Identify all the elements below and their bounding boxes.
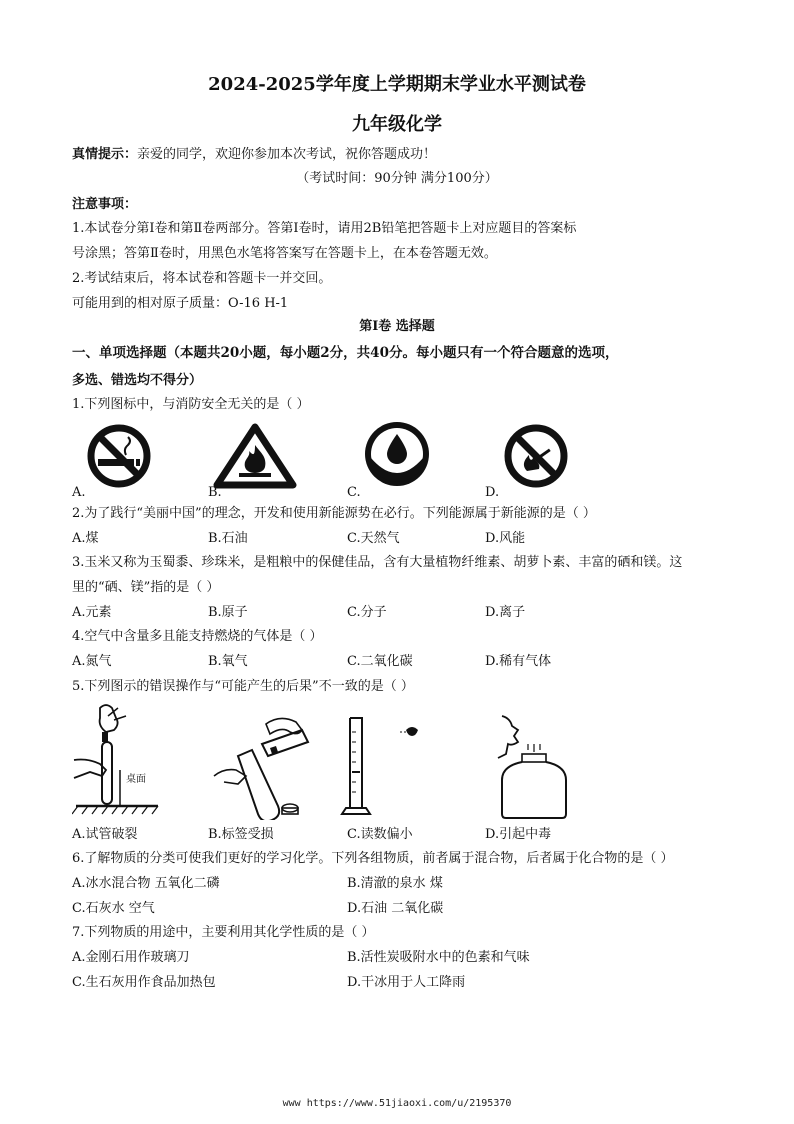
q1-option-d[interactable]: D.	[485, 485, 500, 500]
q4-option-d[interactable]: D.稀有气体	[485, 654, 552, 669]
no-fire-icon	[497, 423, 575, 489]
q3-option-b[interactable]: B.原子	[208, 605, 248, 620]
time-info: （考试时间：90分钟 满分100分）	[296, 171, 498, 186]
q4-stem: 4.空气中含量多且能支持燃烧的气体是（ ）	[72, 629, 323, 644]
q2-option-a[interactable]: A.煤	[72, 531, 99, 546]
q1-option-a[interactable]: A.	[72, 485, 86, 500]
q1-stem: 1.下列图标中，与消防安全无关的是（ ）	[72, 397, 310, 412]
q2-stem: 2.为了践行“美丽中国”的理念，开发和使用新能源势在必行。下列能源属于新能源的是（ ）	[72, 506, 596, 521]
exam-subtitle: 九年级化学	[352, 114, 442, 135]
pouring-liquid-illustration	[210, 714, 315, 820]
q7-option-d[interactable]: D.干冰用于人工降雨	[347, 975, 466, 990]
q3-option-c[interactable]: C.分子	[347, 605, 387, 620]
tip-text: 亲爱的同学，欢迎你参加本次考试，祝你答题成功！	[137, 147, 437, 162]
desk-label: 桌面	[126, 774, 146, 785]
cylinder-reading-illustration	[340, 712, 440, 820]
q4-option-a[interactable]: A.氮气	[72, 654, 112, 669]
flammable-warning-icon	[213, 423, 297, 489]
note-2: 2.考试结束后，将本试卷和答题卡一并交回。	[72, 271, 332, 286]
footer-url[interactable]: www https://www.51jiaoxi.com/u/2195370	[282, 1098, 512, 1109]
q1-option-b[interactable]: B.	[208, 485, 222, 500]
q4-option-b[interactable]: B.氧气	[208, 654, 248, 669]
q5-option-c[interactable]: C.读数偏小	[347, 827, 413, 842]
q7-option-c[interactable]: C.生石灰用作食品加热包	[72, 975, 216, 990]
q5-option-a[interactable]: A.试管破裂	[72, 827, 138, 842]
q3-option-a[interactable]: A.元素	[72, 605, 112, 620]
tip-label: 真情提示：	[72, 147, 138, 162]
q3-stem-line-2: 里的“硒、镁”指的是（ ）	[72, 580, 220, 595]
tube-on-desk-illustration	[72, 702, 162, 820]
q2-option-d[interactable]: D.风能	[485, 531, 526, 546]
q7-option-b[interactable]: B.活性炭吸附水中的色素和气味	[347, 950, 530, 965]
q3-stem-line-1: 3.玉米又称为玉蜀黍、珍珠米，是粗粮中的保健佳品，含有大量植物纤维素、胡萝卜素、丰富的硒和镁。这	[72, 555, 683, 570]
q6-option-c[interactable]: C.石灰水 空气	[72, 901, 155, 916]
q6-option-a[interactable]: A.冰水混合物 五氧化二磷	[72, 876, 220, 891]
q3-option-d[interactable]: D.离子	[485, 605, 526, 620]
exam-title: 2024-2025学年度上学期期末学业水平测试卷	[208, 74, 586, 95]
q6-stem: 6.了解物质的分类可使我们更好的学习化学。下列各组物质，前者属于混合物，后者属于化合物的是（ ）	[72, 851, 674, 866]
note-1-line-2: 号涂黑；答第Ⅱ卷时，用黑色水笔将答案写在答题卡上，在本卷答题无效。	[72, 246, 497, 261]
notes-label: 注意事项：	[72, 197, 138, 212]
q2-option-c[interactable]: C.天然气	[347, 531, 400, 546]
section-title: 第Ⅰ卷 选择题	[359, 319, 435, 334]
tip-line	[72, 146, 436, 164]
smelling-gas-illustration	[488, 708, 578, 820]
section-instruction-2: 多选、错选均不得分）	[72, 373, 203, 388]
q7-option-a[interactable]: A.金刚石用作玻璃刀	[72, 950, 190, 965]
q5-stem: 5.下列图示的错误操作与“可能产生的后果”不一致的是（ ）	[72, 679, 414, 694]
atomic-mass: 可能用到的相对原子质量：O-16 H-1	[72, 296, 289, 311]
q5-option-b[interactable]: B.标签受损	[208, 827, 274, 842]
water-saving-icon	[358, 418, 436, 490]
q6-option-d[interactable]: D.石油 二氧化碳	[347, 901, 444, 916]
q1-option-c[interactable]: C.	[347, 485, 361, 500]
q5-option-d[interactable]: D.引起中毒	[485, 827, 552, 842]
section-instruction-1: 一、单项选择题（本题共20小题，每小题2分，共40分。每小题只有一个符合题意的选项，	[72, 345, 619, 361]
q4-option-c[interactable]: C.二氧化碳	[347, 654, 413, 669]
q7-stem: 7.下列物质的用途中，主要利用其化学性质的是（ ）	[72, 925, 375, 940]
q2-option-b[interactable]: B.石油	[208, 531, 248, 546]
note-1-line-1: 1.本试卷分第Ⅰ卷和第Ⅱ卷两部分。答第Ⅰ卷时，请用2B铅笔把答题卡上对应题目的答案标	[72, 221, 577, 236]
no-smoking-icon	[80, 423, 158, 489]
q6-option-b[interactable]: B.清澈的泉水 煤	[347, 876, 443, 891]
